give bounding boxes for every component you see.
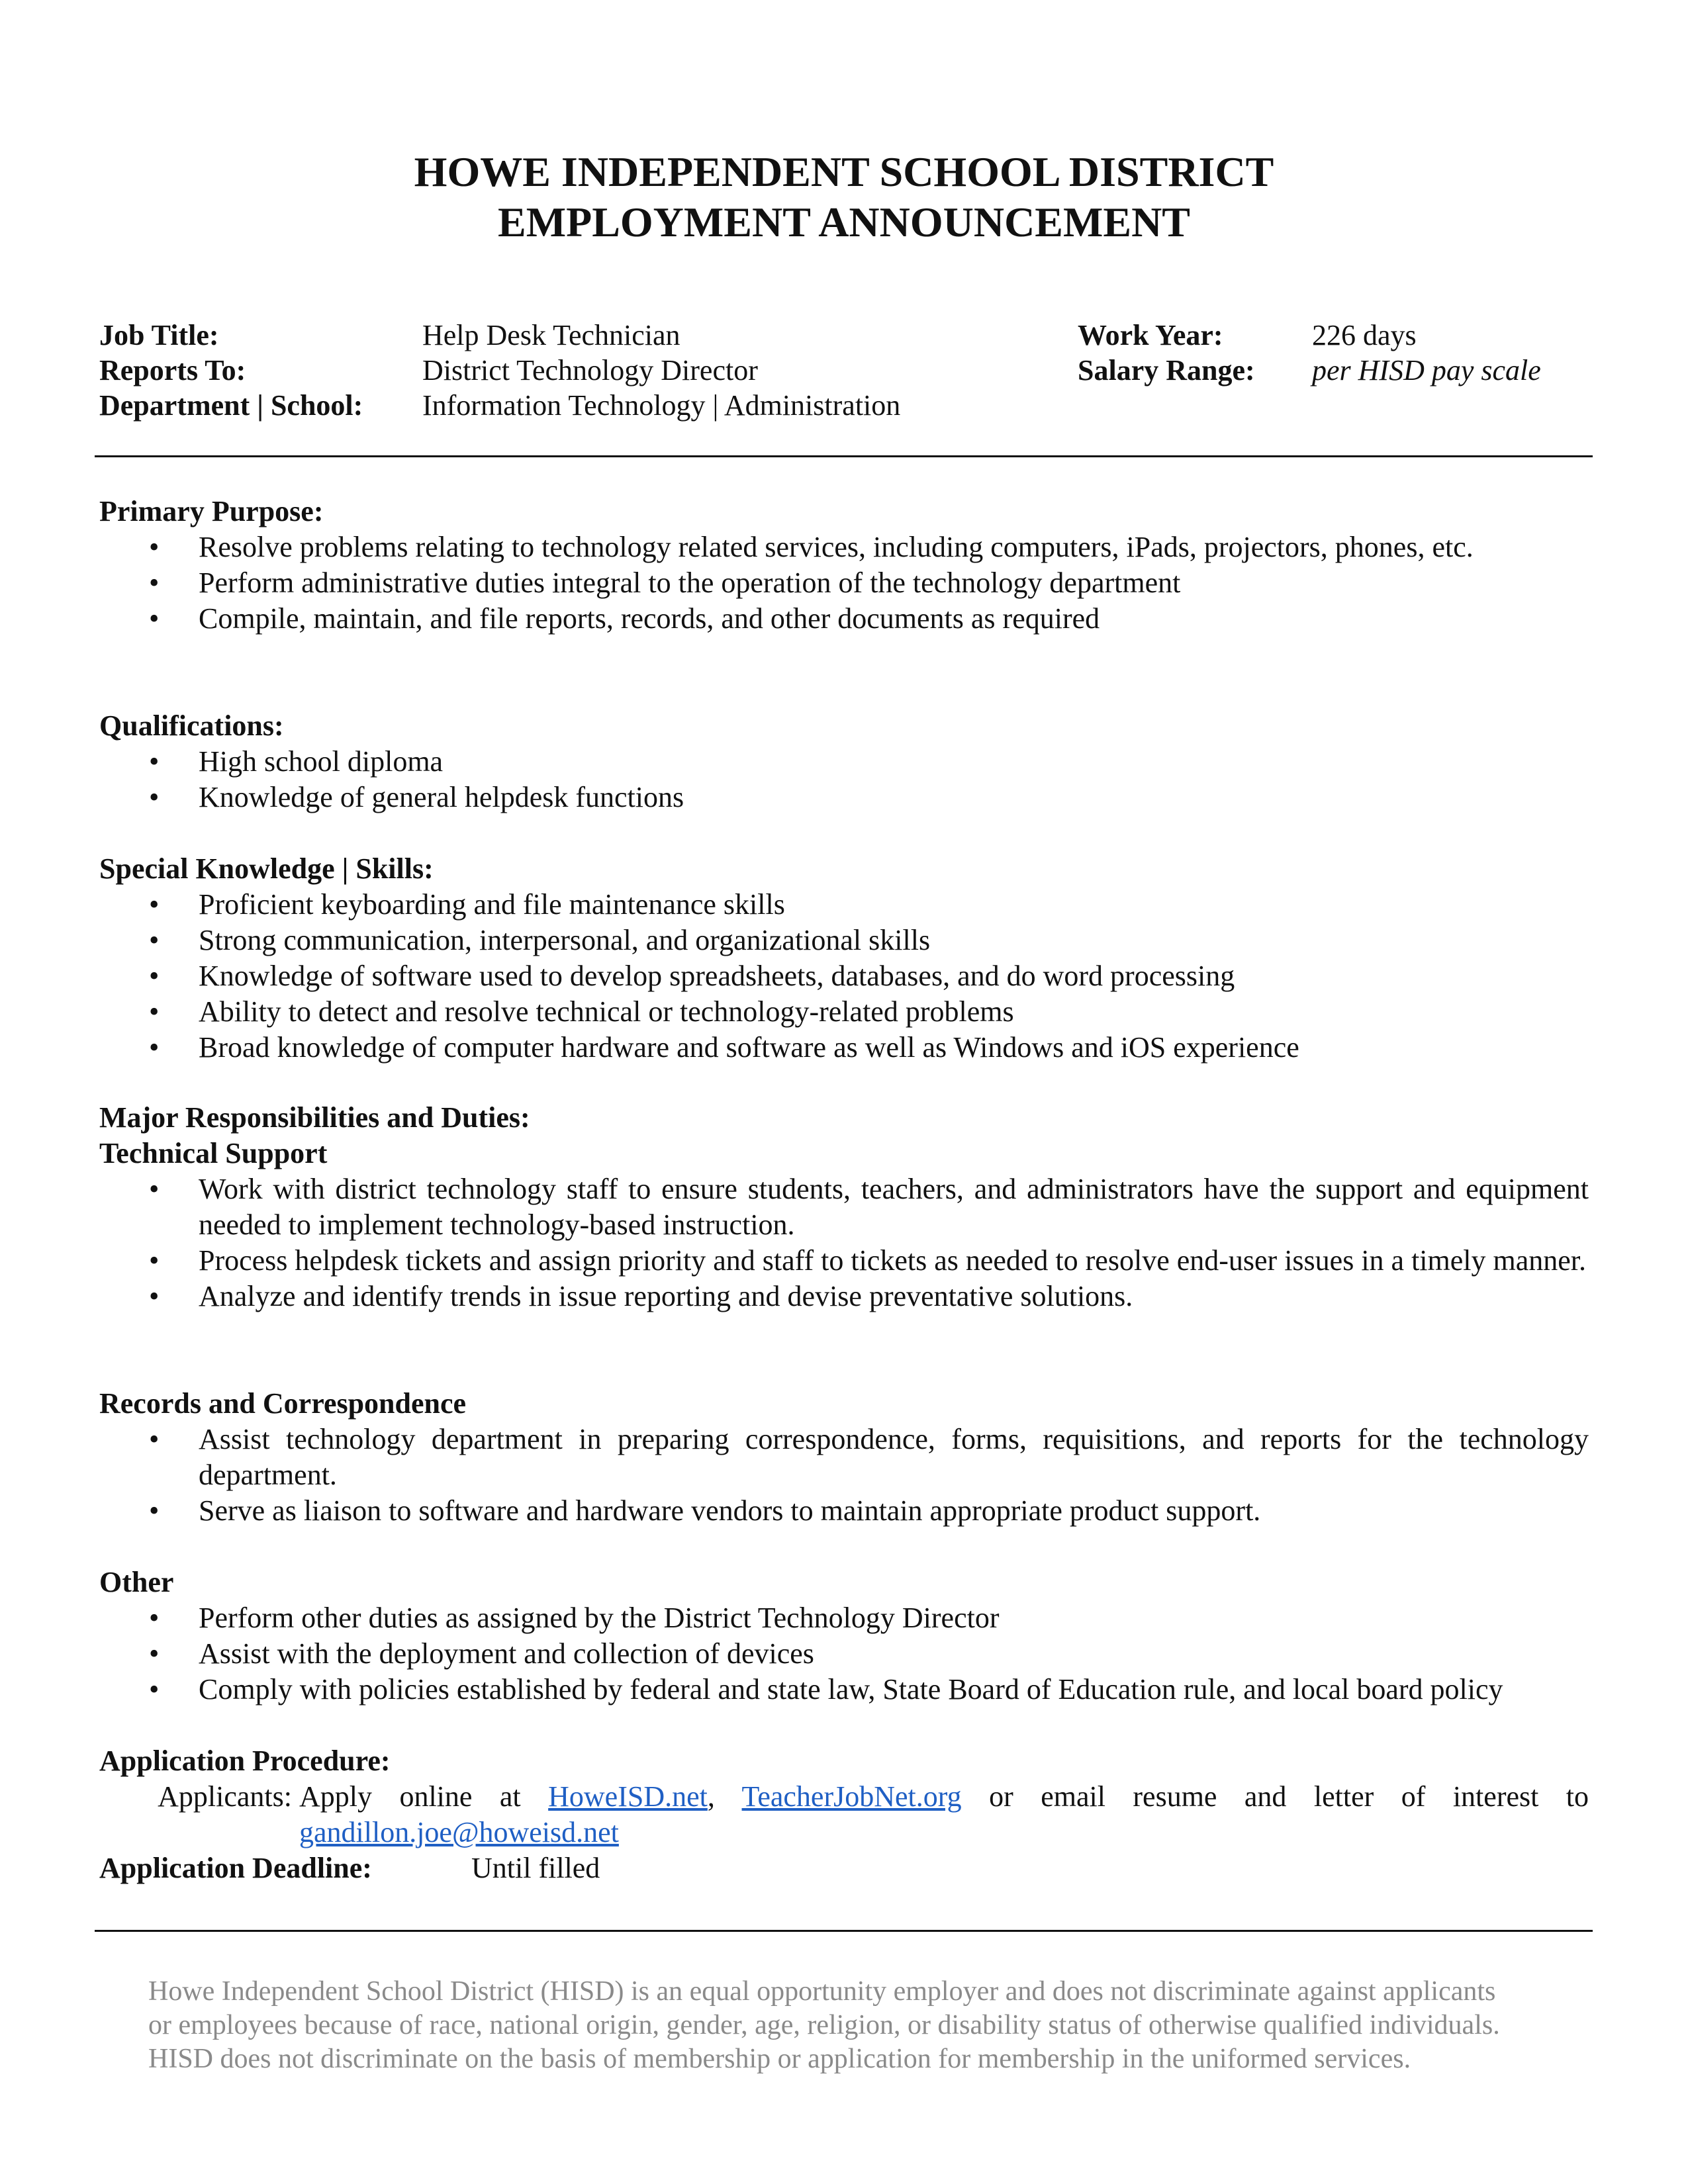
- job-info-right: [1078, 318, 1541, 388]
- title-line-district: HOWE INDEPENDENT SCHOOL DISTRICT: [414, 148, 1274, 195]
- list-item: • Ability to detect and resolve technical or technology-related problems: [99, 994, 1589, 1030]
- reports-to-row: [99, 353, 900, 388]
- records-list: [99, 1422, 1589, 1529]
- list-item: • Resolve problems relating to technology related services, including computers, iPads, projectors, phones, etc.: [99, 529, 1589, 565]
- document-title: [0, 147, 1688, 248]
- applicants-row: [99, 1779, 1589, 1815]
- bottom-divider: [95, 1930, 1593, 1932]
- application-heading: Application Procedure:: [99, 1745, 391, 1777]
- deadline-value: Until filled: [471, 1852, 600, 1884]
- list-item: • Comply with policies established by federal and state law, State Board of Education rule, and local board policy: [99, 1672, 1589, 1707]
- list-item: • High school diploma: [99, 744, 1589, 780]
- list-item: • Assist technology department in preparing correspondence, forms, requisitions, and reports for the technology department.: [99, 1422, 1589, 1493]
- applicants-label-text: Applicants:: [158, 1780, 292, 1813]
- skills-list: [99, 887, 1589, 1066]
- eeo-line: or employees because of race, national origin, gender, age, religion, or disability status of otherwise qualified individuals.: [148, 2010, 1500, 2040]
- skills-heading: Special Knowledge | Skills:: [99, 852, 434, 885]
- responsibilities-section: [99, 1100, 1589, 1314]
- howeisd-link[interactable]: HoweISD.net: [548, 1780, 708, 1813]
- primary-purpose-section: [99, 494, 1589, 637]
- eeo-statement: [148, 1975, 1571, 2076]
- title-line-announcement: EMPLOYMENT ANNOUNCEMENT: [498, 199, 1190, 246]
- email-row: [99, 1815, 1589, 1850]
- primary-purpose-list: [99, 529, 1589, 637]
- skills-section: [99, 851, 1589, 1066]
- work-year-value: 226 days: [1312, 319, 1417, 351]
- work-year-row: [1078, 318, 1541, 353]
- technical-support-heading: Technical Support: [99, 1137, 328, 1169]
- list-item: • Assist with the deployment and collection of devices: [99, 1636, 1589, 1672]
- records-section: [99, 1386, 1589, 1529]
- reports-to-label: Reports To:: [99, 354, 246, 387]
- department-label: Department | School:: [99, 389, 363, 422]
- job-title-row: [99, 318, 900, 353]
- applicants-label: [99, 1779, 299, 1815]
- deadline-row: [99, 1850, 1589, 1886]
- department-row: [99, 388, 900, 423]
- teacherjobnet-link[interactable]: TeacherJobNet.org: [741, 1780, 962, 1813]
- job-title-value: Help Desk Technician: [422, 319, 680, 351]
- other-section: [99, 1565, 1589, 1707]
- salary-label: Salary Range:: [1078, 354, 1255, 387]
- qualifications-section: [99, 708, 1589, 815]
- job-title-label: Job Title:: [99, 319, 219, 351]
- department-value: Information Technology | Administration: [422, 389, 901, 422]
- work-year-label: Work Year:: [1078, 319, 1223, 351]
- apply-text-after: or email resume and letter of interest to: [989, 1780, 1589, 1813]
- qualifications-list: [99, 744, 1589, 815]
- list-item: • Knowledge of general helpdesk functions: [99, 780, 1589, 815]
- email-link[interactable]: gandillon.joe@howeisd.net: [299, 1816, 619, 1848]
- technical-support-list: [99, 1171, 1589, 1314]
- list-item: • Knowledge of software used to develop spreadsheets, databases, and do word processing: [99, 958, 1589, 994]
- list-item: • Perform other duties as assigned by the District Technology Director: [99, 1600, 1589, 1636]
- apply-comma: ,: [707, 1780, 715, 1813]
- responsibilities-heading: Major Responsibilities and Duties:: [99, 1101, 530, 1134]
- list-item: • Analyze and identify trends in issue reporting and devise preventative solutions.: [99, 1279, 1589, 1314]
- reports-to-value: District Technology Director: [422, 354, 758, 387]
- apply-text-before: Apply online at: [299, 1780, 521, 1813]
- salary-value: per HISD pay scale: [1312, 354, 1541, 387]
- primary-purpose-heading: Primary Purpose:: [99, 495, 324, 527]
- job-info-left: [99, 318, 900, 423]
- deadline-label: Application Deadline:: [99, 1852, 372, 1884]
- list-item: • Proficient keyboarding and file maintenance skills: [99, 887, 1589, 923]
- list-item: • Work with district technology staff to ensure students, teachers, and administrators have the support and equipment needed to implement technology-based instruction.: [99, 1171, 1589, 1243]
- list-item: • Broad knowledge of computer hardware and software as well as Windows and iOS experience: [99, 1030, 1589, 1066]
- applicants-instructions: [299, 1779, 1589, 1815]
- qualifications-heading: Qualifications:: [99, 709, 284, 742]
- list-item: • Perform administrative duties integral to the operation of the technology department: [99, 565, 1589, 601]
- eeo-line: Howe Independent School District (HISD) is an equal opportunity employer and does not discriminate against applicants: [148, 1976, 1496, 2007]
- salary-row: [1078, 353, 1541, 388]
- eeo-line: HISD does not discriminate on the basis of membership or application for membership in the uniformed services.: [148, 2044, 1411, 2074]
- other-list: [99, 1600, 1589, 1707]
- other-heading: Other: [99, 1566, 174, 1598]
- records-heading: Records and Correspondence: [99, 1387, 467, 1420]
- list-item: • Process helpdesk tickets and assign priority and staff to tickets as needed to resolve end-user issues in a timely manner.: [99, 1243, 1589, 1279]
- list-item: • Serve as liaison to software and hardware vendors to maintain appropriate product support.: [99, 1493, 1589, 1529]
- list-item: • Compile, maintain, and file reports, records, and other documents as required: [99, 601, 1589, 637]
- list-item: • Strong communication, interpersonal, and organizational skills: [99, 923, 1589, 958]
- application-section: [99, 1743, 1589, 1886]
- top-divider: [95, 455, 1593, 457]
